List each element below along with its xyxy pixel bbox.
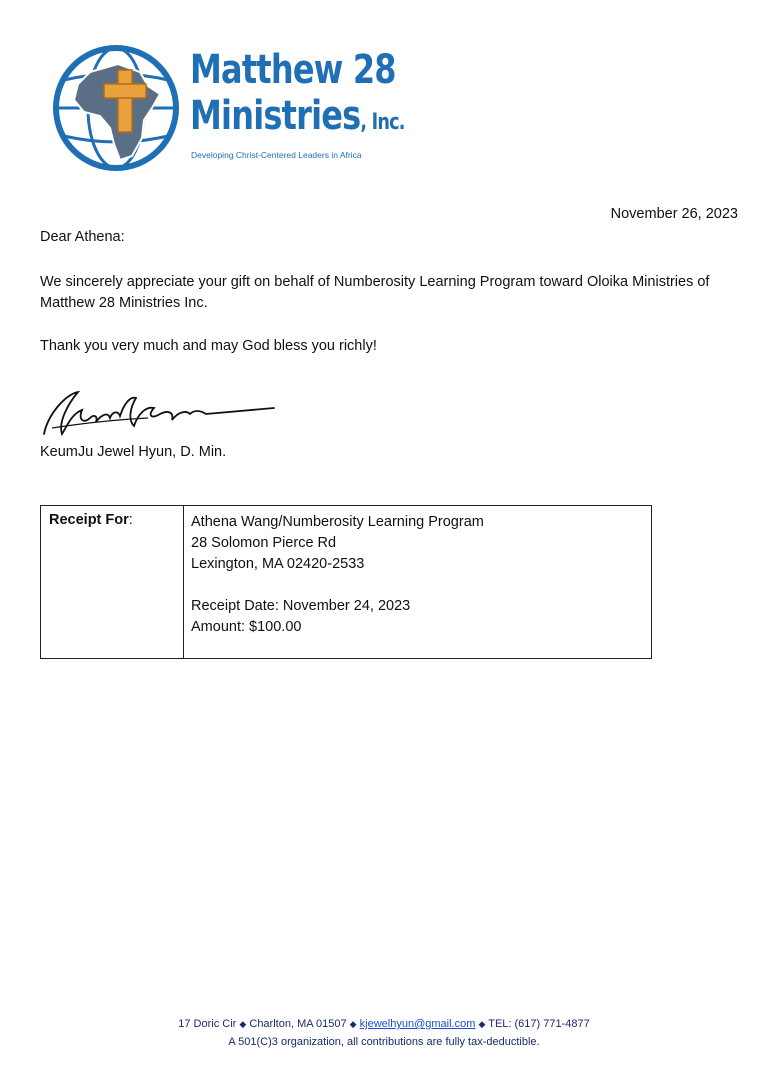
receipt-details bbox=[191, 512, 484, 638]
receipt-date: Receipt Date: November 24, 2023 bbox=[191, 598, 411, 614]
logo-name-line1: Matthew 28 bbox=[190, 47, 396, 93]
receipt-label-colon: : bbox=[128, 512, 133, 528]
footer-tax-notice: A 501(C)3 organization, all contributions are fully tax-deductible. bbox=[228, 1036, 540, 1048]
receipt-address-line2: Lexington, MA 02420-2533 bbox=[191, 556, 365, 572]
separator-diamond-icon: ◆ bbox=[239, 1019, 247, 1029]
receipt-spacer bbox=[191, 575, 484, 596]
receipt-divider bbox=[183, 506, 184, 658]
letter-date: November 26, 2023 bbox=[610, 206, 738, 222]
receipt-name: Athena Wang/Numberosity Learning Program bbox=[191, 514, 484, 530]
letter-body: We sincerely appreciate your gift on behalf of Numberosity Learning Program toward Oloika Ministries of Matthew 28 Ministries Inc. bbox=[40, 274, 710, 311]
globe-africa-cross-icon bbox=[48, 42, 188, 177]
footer-street: 17 Doric Cir bbox=[178, 1018, 237, 1030]
footer-city: Charlton, MA 01507 bbox=[249, 1018, 347, 1030]
logo-tagline: Developing Christ-Centered Leaders in Africa bbox=[191, 150, 362, 160]
separator-diamond-icon: ◆ bbox=[478, 1019, 486, 1029]
logo-wordmark bbox=[190, 47, 458, 139]
footer-phone: TEL: (617) 771-4877 bbox=[488, 1018, 590, 1030]
receipt-address-line1: 28 Solomon Pierce Rd bbox=[191, 535, 337, 551]
receipt-amount: Amount: $100.00 bbox=[191, 619, 302, 635]
receipt-table bbox=[40, 505, 652, 659]
separator-diamond-icon: ◆ bbox=[349, 1019, 357, 1029]
footer-email-link[interactable]: kjewelhyun@gmail.com bbox=[359, 1018, 476, 1030]
closing-line: Thank you very much and may God bless you richly! bbox=[40, 338, 377, 354]
handwritten-signature bbox=[38, 384, 288, 449]
logo-name-line2 bbox=[190, 93, 405, 139]
logo-inc: , Inc. bbox=[360, 110, 405, 135]
logo-name-line2-text: Ministries bbox=[190, 93, 361, 139]
receipt-label bbox=[49, 512, 133, 528]
footer bbox=[0, 1015, 768, 1051]
signer-name: KeumJu Jewel Hyun, D. Min. bbox=[40, 444, 227, 460]
organization-logo bbox=[48, 42, 405, 177]
footer-contact-line bbox=[0, 1015, 768, 1033]
receipt-label-text: Receipt For bbox=[49, 512, 129, 528]
salutation: Dear Athena: bbox=[40, 229, 125, 245]
